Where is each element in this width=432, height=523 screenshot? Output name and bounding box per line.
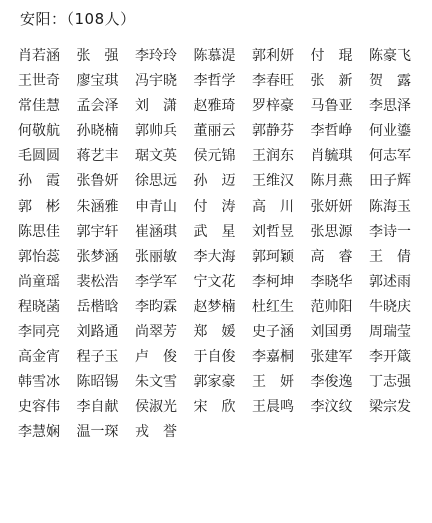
list-item: 郭 彬 bbox=[18, 198, 60, 215]
list-item: 赵雅琦 bbox=[193, 98, 236, 115]
list-item: 李俊逸 bbox=[310, 374, 353, 391]
list-item: 周瑞莹 bbox=[369, 324, 411, 341]
list-item: 郭静芬 bbox=[252, 123, 294, 140]
list-item: 丁志强 bbox=[369, 374, 411, 391]
list-item: 李大海 bbox=[193, 248, 236, 265]
list-item: 张建军 bbox=[310, 349, 353, 366]
list-item: 李诗一 bbox=[369, 223, 411, 240]
list-item: 付 涛 bbox=[193, 198, 236, 215]
list-item: 史子涵 bbox=[252, 324, 294, 341]
list-item: 郭帅兵 bbox=[135, 123, 177, 140]
list-item: 范帅阳 bbox=[310, 298, 353, 315]
list-item: 肖毓琪 bbox=[310, 148, 353, 165]
list-item: 何业鎏 bbox=[369, 123, 411, 140]
list-item: 毛圆圆 bbox=[18, 148, 60, 165]
list-item: 徐思远 bbox=[135, 173, 177, 190]
list-item: 韩雪冰 bbox=[18, 374, 60, 391]
list-item: 罗梓豪 bbox=[252, 98, 294, 115]
list-item: 陈月燕 bbox=[310, 173, 353, 190]
list-item: 陈海玉 bbox=[369, 198, 411, 215]
list-item: 尚童瑶 bbox=[18, 273, 60, 290]
list-item: 李开箴 bbox=[369, 349, 411, 366]
list-item: 郭宇轩 bbox=[76, 223, 119, 240]
list-item: 陈思佳 bbox=[18, 223, 60, 240]
list-item: 肖若涵 bbox=[18, 48, 60, 64]
list-item: 常佳慧 bbox=[18, 98, 60, 115]
list-item: 刘哲昱 bbox=[252, 223, 294, 240]
list-item: 朱文雪 bbox=[135, 374, 177, 391]
list-item: 李思泽 bbox=[369, 98, 411, 115]
list-item: 李汶纹 bbox=[310, 399, 353, 416]
list-item: 李昀霖 bbox=[135, 298, 177, 315]
list-item: 蒋艺丰 bbox=[76, 148, 119, 165]
list-item: 张丽敏 bbox=[135, 248, 177, 265]
list-item: 张 新 bbox=[310, 73, 353, 90]
list-item: 孙晓楠 bbox=[76, 123, 119, 140]
name-list bbox=[18, 44, 428, 446]
list-item: 李哲学 bbox=[193, 73, 236, 90]
list-item: 王世奇 bbox=[18, 73, 60, 90]
list-item: 牛晓庆 bbox=[369, 298, 411, 315]
list-item: 郭述雨 bbox=[369, 273, 411, 290]
list-item: 李同亮 bbox=[18, 324, 60, 341]
list-item: 贺 露 bbox=[369, 73, 411, 90]
list-item: 温一琛 bbox=[76, 424, 119, 441]
list-item: 王 妍 bbox=[252, 374, 294, 391]
list-item: 马鲁亚 bbox=[310, 98, 353, 115]
list-item: 李春旺 bbox=[252, 73, 294, 90]
list-item: 陈豪飞 bbox=[369, 48, 411, 64]
list-item: 李哲峥 bbox=[310, 123, 353, 140]
list-item: 王晨鸣 bbox=[252, 399, 294, 416]
list-item: 申青山 bbox=[135, 198, 177, 215]
list-item: 裴松浩 bbox=[76, 273, 119, 290]
list-item: 田子辉 bbox=[369, 173, 411, 190]
list-item: 程子玉 bbox=[76, 349, 119, 366]
list-item: 宁文花 bbox=[193, 273, 236, 290]
list-item: 张思源 bbox=[310, 223, 353, 240]
list-item: 何志军 bbox=[369, 148, 411, 165]
list-item: 侯淑光 bbox=[135, 399, 177, 416]
list-item: 高 川 bbox=[252, 198, 294, 215]
list-item: 张 强 bbox=[76, 48, 119, 64]
list-item: 戎 誉 bbox=[135, 424, 177, 441]
list-item: 王维汉 bbox=[252, 173, 294, 190]
list-item: 李自献 bbox=[76, 399, 119, 416]
list-item: 王 倩 bbox=[369, 248, 411, 265]
list-item: 李嘉桐 bbox=[252, 349, 294, 366]
list-item: 崔涵琪 bbox=[135, 223, 177, 240]
list-item: 王润东 bbox=[252, 148, 294, 165]
list-item: 刘路通 bbox=[76, 324, 119, 341]
list-item: 付 琨 bbox=[310, 48, 353, 64]
list-item: 宋 欣 bbox=[193, 399, 236, 416]
list-item: 郭家豪 bbox=[193, 374, 236, 391]
list-item: 孟会泽 bbox=[76, 98, 119, 115]
list-item: 郭利妍 bbox=[252, 48, 294, 64]
list-item: 张妍妍 bbox=[310, 198, 353, 215]
list-item: 岳楷晗 bbox=[76, 298, 119, 315]
list-heading: 安阳：（108人） bbox=[20, 10, 136, 28]
list-item: 李晓华 bbox=[310, 273, 353, 290]
list-item: 李柯坤 bbox=[252, 273, 294, 290]
list-item: 郑 媛 bbox=[193, 324, 236, 341]
list-item: 郭珂颖 bbox=[252, 248, 294, 265]
list-item: 刘国勇 bbox=[310, 324, 353, 341]
list-item: 杜红生 bbox=[252, 298, 294, 315]
list-item: 武 星 bbox=[193, 223, 236, 240]
list-item: 高金宵 bbox=[18, 349, 60, 366]
list-item: 朱涵雅 bbox=[76, 198, 119, 215]
list-item: 尚翠芳 bbox=[135, 324, 177, 341]
list-item: 张梦涵 bbox=[76, 248, 119, 265]
list-item: 卢 俊 bbox=[135, 349, 177, 366]
list-item: 何敬航 bbox=[18, 123, 60, 140]
list-item: 陈慕湜 bbox=[193, 48, 236, 64]
list-item: 程晓菡 bbox=[18, 298, 60, 315]
list-item: 陈昭锡 bbox=[76, 374, 119, 391]
list-item: 刘 潇 bbox=[135, 98, 177, 115]
list-item: 董丽云 bbox=[193, 123, 236, 140]
list-item: 史容伟 bbox=[18, 399, 60, 416]
list-item: 于自俊 bbox=[193, 349, 236, 366]
list-item: 李慧娴 bbox=[18, 424, 60, 441]
list-item: 廖宝琪 bbox=[76, 73, 119, 90]
list-item: 孙 迈 bbox=[193, 173, 236, 190]
list-item: 李学军 bbox=[135, 273, 177, 290]
list-item: 冯宇晓 bbox=[135, 73, 177, 90]
list-item: 梁宗发 bbox=[369, 399, 411, 416]
list-item: 孙 霞 bbox=[18, 173, 60, 190]
list-item: 赵梦楠 bbox=[193, 298, 236, 315]
list-item: 张鲁妍 bbox=[76, 173, 119, 190]
list-item: 李玲玲 bbox=[135, 48, 177, 64]
list-item: 侯元锦 bbox=[193, 148, 236, 165]
list-item: 郭怡蕊 bbox=[18, 248, 60, 265]
list-item: 琚文英 bbox=[135, 148, 177, 165]
list-item: 高 睿 bbox=[310, 248, 353, 265]
